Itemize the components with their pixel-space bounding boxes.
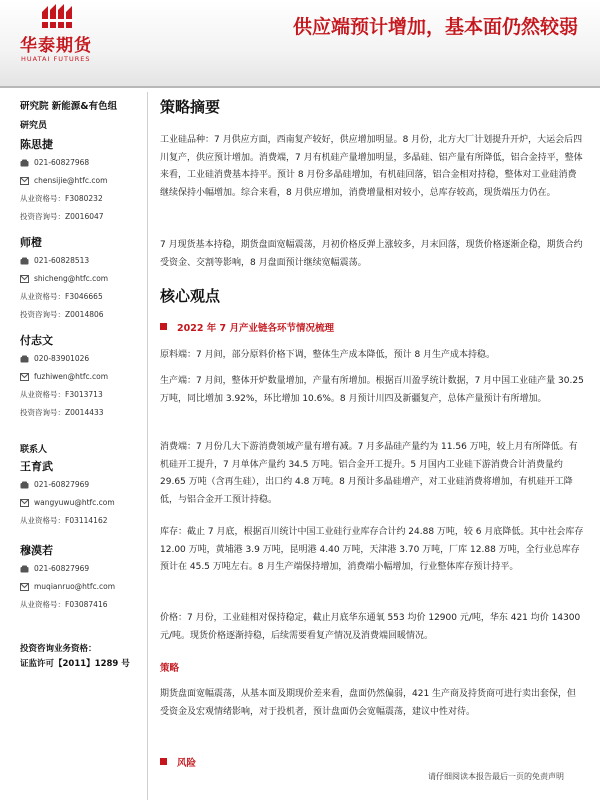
analyst-name: 付志文 (20, 334, 53, 347)
advisory-license: 投资咨询号：Z0014433 (20, 408, 104, 417)
practice-license: 从业资格号：F3080232 (20, 194, 103, 203)
email-row (20, 368, 135, 386)
researchers-label: 研究员 (20, 121, 48, 131)
email-icon (20, 373, 29, 381)
analyst-name: 师橙 (20, 236, 42, 249)
analyst-email[interactable]: chensijie@htfc.com (34, 176, 108, 185)
phone-row (20, 476, 135, 494)
bullet-square-icon (160, 758, 167, 765)
email-row (20, 494, 135, 512)
qualification-label: 投资咨询业务资格： (20, 644, 97, 654)
price-paragraph: 价格：7 月份，工业硅相对保持稳定，截止月底华东通氧 553 均价 12900 元/吨，华东 421 均价 14300 元/吨。现货价格逐渐持稳，后续需要看复产情况及消费端回暖情况。 (160, 613, 581, 641)
phone-icon (20, 355, 29, 363)
qualification-license: 证监许可【2011】1289 号 (20, 659, 130, 669)
subheading-chain-review: 2022 年 7 月产业链各环节情况梳理 (160, 320, 334, 334)
analyst-phone: 020-83901026 (34, 354, 90, 363)
section-title-strategy-summary: 策略摘要 (160, 98, 221, 116)
phone-row (20, 350, 135, 368)
contact-email[interactable]: wangyuwu@htfc.com (34, 498, 115, 507)
email-icon (20, 583, 29, 591)
production-paragraph: 生产端：7 月间，整体开炉数量增加，产量有所增加。根据百川盈孚统计数据，7 月中国工业硅产量 30.25 万吨，同比增加 3.92%，环比增加 10.6%。8 月预计川四及新疆复产，总体产量预计有所增加。 (160, 376, 584, 404)
disclaimer-note: 请仔细阅读本报告最后一页的免责声明 (428, 772, 564, 781)
practice-license: 从业资格号：F3013713 (20, 390, 103, 399)
contact-card (20, 458, 135, 530)
analyst-card (20, 136, 135, 226)
email-icon (20, 177, 29, 185)
consumption-paragraph: 消费端：7 月份几大下游消费领域产量有增有减。7 月多晶硅产量约为 11.56 万吨，较上月有所降低。有机硅开工提升，7 月单体产量约 34.5 万吨。铝合金开工提升。5 月国内工业硅下游消费合计消费量约 29.65 万吨（含再生硅），出口约 4.8 万吨。8 月预计多晶硅增产，对工业硅消费将增加，有机硅开工降低，与铝合金开工预计持稳。 (160, 442, 578, 505)
huatai-logo-icon (40, 4, 76, 28)
summary-paragraph: 7 月现货基本持稳，期货盘面宽幅震荡，月初价格反弹上涨较多，月末回落，现货价格逐渐企稳，期货合约受资金、交割等影响，8 月盘面预计继续宽幅震荡。 (160, 240, 583, 268)
analyst-card (20, 234, 135, 324)
inventory-paragraph: 库存：截止 7 月底，根据百川统计中国工业硅行业库存合计约 24.88 万吨，较 6 月底降低。其中社会库存 12.00 万吨，黄埔港 3.9 万吨，昆明港 4.40 万吨，天津港 3.70 万吨，厂库 12.88 万吨，全行业总库存预计在 45.5 万吨左右。8 月生产端保持增加，消费端小幅增加，行业整体库存预计持平。 (160, 527, 584, 572)
column-divider (147, 92, 148, 800)
phone-icon (20, 159, 29, 167)
analyst-email[interactable]: fuzhiwen@htfc.com (34, 372, 109, 381)
phone-icon (20, 565, 29, 573)
bullet-square-icon (160, 323, 167, 330)
contact-email[interactable]: muqianruo@htfc.com (34, 582, 116, 591)
contact-phone: 021-60827969 (34, 480, 90, 489)
analyst-phone: 021-60827968 (34, 158, 90, 167)
report-header (0, 0, 600, 86)
email-row (20, 270, 135, 288)
strategy-heading: 策略 (160, 663, 180, 674)
analyst-card (20, 332, 135, 422)
phone-row (20, 154, 135, 172)
phone-row (20, 560, 135, 578)
email-icon (20, 499, 29, 507)
analyst-name: 陈思捷 (20, 138, 53, 151)
strategy-paragraph: 期货盘面宽幅震荡，从基本面及期现价差来看，盘面仍然偏弱，421 生产商及持货商可进行卖出套保，但受资金及宏观情绪影响，对于投机者，预计盘面仍会宽幅震荡，建议中性对待。 (160, 689, 577, 717)
contact-card (20, 542, 135, 614)
contact-name: 穆漠若 (20, 544, 53, 557)
practice-license: 从业资格号：F03114162 (20, 516, 108, 525)
advisory-license: 投资咨询号：Z0016047 (20, 212, 104, 221)
phone-icon (20, 257, 29, 265)
advisory-license: 投资咨询号：Z0014806 (20, 310, 104, 319)
phone-row (20, 252, 135, 270)
practice-license: 从业资格号：F3046665 (20, 292, 103, 301)
email-icon (20, 275, 29, 283)
phone-icon (20, 481, 29, 489)
logo-english-name: HUATAI FUTURES (21, 55, 91, 63)
author-sidebar (0, 92, 137, 800)
email-row (20, 578, 135, 596)
analyst-phone: 021-60828513 (34, 256, 90, 265)
risk-heading: 风险 (160, 755, 196, 769)
department-label: 研究院 新能源&有色组 (20, 101, 118, 112)
contacts-label: 联系人 (20, 445, 48, 455)
email-row (20, 172, 135, 190)
report-title: 供应端预计增加，基本面仍然较弱 (292, 16, 578, 38)
analyst-email[interactable]: shicheng@htfc.com (34, 274, 109, 283)
huatai-logo (18, 4, 98, 74)
summary-paragraph: 工业硅品种：7 月供应方面，西南复产较好，供应增加明显。8 月份，北方大厂计划提升开炉，大运会后四川复产，供应预计增加。消费端，7 月有机硅产量增加明显，多晶硅、铝产量有所降低，铝合金持平，整体来看，工业硅消费基本持平。预计 8 月份多晶硅增加，有机硅回落，铝合金相对持稳，整体对工业硅消费继续保持小幅增加。综合来看，8 月供应增加，消费增量相对较小，总库存较高，现货端压力仍在。 (160, 135, 583, 198)
section-title-core-views: 核心观点 (160, 287, 221, 305)
header-divider (0, 86, 600, 88)
practice-license: 从业资格号：F03087416 (20, 600, 108, 609)
logo-chinese-name: 华泰期货 (20, 36, 92, 56)
raw-materials-paragraph: 原料端：7 月间，部分原料价格下调，整体生产成本降低，预计 8 月生产成本持稳。 (160, 350, 496, 360)
contact-phone: 021-60827969 (34, 564, 90, 573)
contact-name: 王育武 (20, 460, 53, 473)
